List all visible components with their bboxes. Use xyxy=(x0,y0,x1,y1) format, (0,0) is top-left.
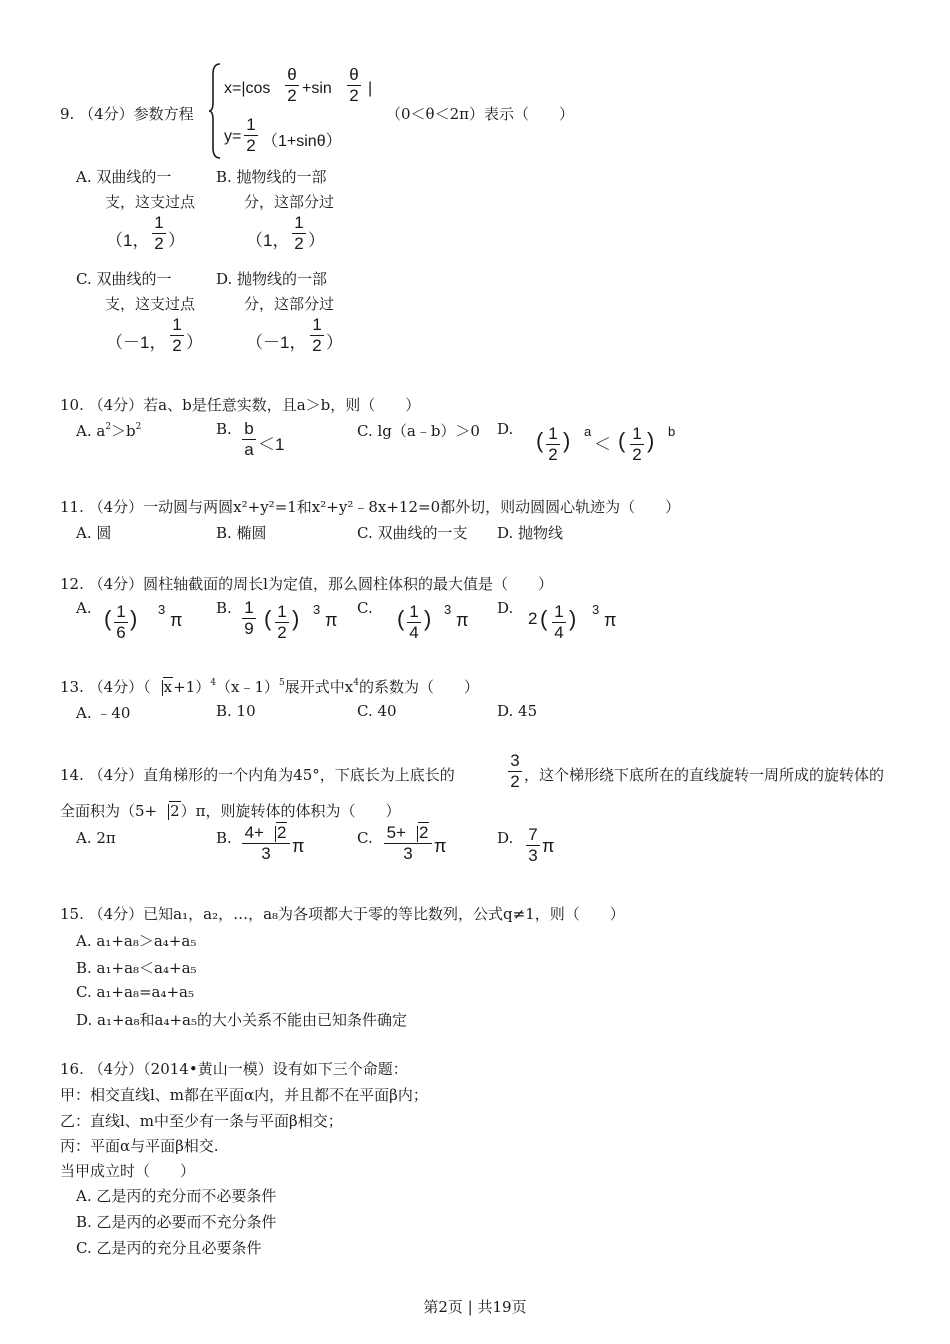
sqrt-icon: 2 xyxy=(157,802,181,820)
q14-option-c-label: C. xyxy=(357,829,373,847)
q16-stem: 16. （4分）（2014•黄山一模）设有如下三个命题： xyxy=(60,1060,408,1078)
q9-option-c-line2: 支，这支过点 xyxy=(105,295,196,313)
q9-b-point-frac: 1 2 xyxy=(292,214,306,253)
q16-option-a: A. 乙是丙的充分而不必要条件 xyxy=(76,1187,277,1205)
q9-eq2-frac: 1 2 xyxy=(244,116,258,155)
q9-option-d-line2: 分，这部分过 xyxy=(244,295,335,313)
q9-option-d-line1: D. 抛物线的一部 xyxy=(216,270,328,288)
q12-option-b-label: B. xyxy=(216,599,232,617)
q14-option-d-label: D. xyxy=(497,829,514,847)
q15-option-a: A. a₁+a₈＞a₄+a₅ xyxy=(76,932,197,950)
q12-b-frac1: 1 9 xyxy=(242,599,256,638)
q14-option-c-frac: 5+ 2 3 xyxy=(384,824,432,863)
q12-c-pi: π xyxy=(456,610,469,630)
q12-a-close: ) xyxy=(130,606,138,631)
q12-d-close: ) xyxy=(569,606,577,631)
q16-line-yi: 乙：直线l、m中至少有一条与平面β相交； xyxy=(60,1112,343,1130)
q9-c-point-open: （－1， xyxy=(106,333,167,352)
q12-b-open: ( xyxy=(264,606,272,631)
q9-c-point-frac: 1 2 xyxy=(170,316,184,355)
q9-option-a-line1: A. 双曲线的一 xyxy=(76,168,172,186)
q12-a-cube: 3 xyxy=(158,602,166,617)
q16-option-b: B. 乙是丙的必要而不充分条件 xyxy=(76,1213,277,1231)
q13-option-a: A. ﹣40 xyxy=(76,704,131,722)
q12-a-frac: 1 6 xyxy=(114,603,128,642)
q11-option-b: B. 椭圆 xyxy=(216,524,267,542)
q12-d-pi: π xyxy=(604,610,617,630)
q14-option-b-label: B. xyxy=(216,829,232,847)
q10-option-d-label: D. xyxy=(497,420,514,438)
q13-option-c: C. 40 xyxy=(357,702,397,720)
q10-option-b-label: B. xyxy=(216,420,232,438)
q14-option-a: A. 2π xyxy=(76,829,116,847)
q13-stem: 13. （4分）（ x+1）$^4$（x﹣1）$^5$展开式中$x^4$的系数为（ ） xyxy=(60,678,479,696)
q12-c-frac: 1 4 xyxy=(407,603,421,642)
q9-eq2-rest: （1+sinθ） xyxy=(262,133,342,150)
q14-stem-b: ，这个梯形绕下底所在的直线旋转一周所成的旋转体的 xyxy=(524,766,885,784)
q9-eq1-frac1: θ 2 xyxy=(285,66,299,105)
q9-b-point-open: （1， xyxy=(246,231,290,250)
q9-d-point-open: （－1， xyxy=(246,333,307,352)
q10-option-b-frac: b a xyxy=(242,420,256,459)
q15-option-c: C. a₁+a₈=a₄+a₅ xyxy=(76,983,195,1001)
q9-a-point-open: （1， xyxy=(106,231,150,250)
q15-option-b: B. a₁+a₈＜a₄+a₅ xyxy=(76,959,197,977)
sqrt-icon: 2 xyxy=(264,824,287,842)
q10-d-frac2: 1 2 xyxy=(630,425,644,464)
q12-d-open: ( xyxy=(540,606,548,631)
q10-stem: 10. （4分）若a、b是任意实数，且a＞b，则（ ） xyxy=(60,396,421,414)
q16-line-when: 当甲成立时（ ） xyxy=(60,1162,196,1180)
q14-line2: 全面积为（5+ 2）π，则旋转体的体积为（ ） xyxy=(60,802,401,820)
q12-d-coef: 2 xyxy=(528,609,538,628)
q9-eq1-frac2: θ 2 xyxy=(347,66,361,105)
q15-option-d: D. a₁+a₈和a₄+a₅的大小关系不能由已知条件确定 xyxy=(76,1011,407,1029)
q14-option-c-pi: π xyxy=(434,836,447,856)
q10-d-exp-b: b xyxy=(668,424,676,439)
q10-d-close2: ) xyxy=(647,428,655,453)
q9-eq2-lhs: y= xyxy=(224,128,242,145)
left-brace-icon xyxy=(208,62,222,160)
q12-c-cube: 3 xyxy=(444,602,452,617)
q9-option-b-line2: 分，这部分过 xyxy=(244,193,335,211)
q12-d-frac: 1 4 xyxy=(552,603,566,642)
q10-option-b-rest: ＜1 xyxy=(258,435,285,454)
q9-eq1-plus-sin: +sin xyxy=(302,80,332,97)
q9-stem-prefix: 9. （4分）参数方程 xyxy=(60,105,194,123)
q12-b-pi: π xyxy=(325,610,338,630)
q11-option-d: D. 抛物线 xyxy=(497,524,564,542)
q16-option-c: C. 乙是丙的充分且必要条件 xyxy=(76,1239,262,1257)
q12-option-c-label: C. xyxy=(357,599,373,617)
q9-a-point-frac: 1 2 xyxy=(152,214,166,253)
q14-option-d-pi: π xyxy=(542,836,555,856)
q9-option-b-line1: B. 抛物线的一部 xyxy=(216,168,327,186)
q9-d-point-close: ） xyxy=(326,333,343,352)
q12-a-pi: π xyxy=(170,610,183,630)
q16-line-jia: 甲：相交直线l、m都在平面α内，并且都不在平面β内； xyxy=(60,1086,428,1104)
q9-eq1-bar: | xyxy=(368,80,373,97)
sqrt-icon: 2 xyxy=(406,824,429,842)
q12-option-a-label: A. xyxy=(76,599,92,617)
q9-option-c-line1: C. 双曲线的一 xyxy=(76,270,172,288)
q9-d-point-frac: 1 2 xyxy=(310,316,324,355)
q14-frac: 3 2 xyxy=(508,752,522,791)
q12-d-cube: 3 xyxy=(592,602,600,617)
q12-b-close: ) xyxy=(292,606,300,631)
q11-option-c: C. 双曲线的一支 xyxy=(357,524,468,542)
q9-option-a-line2: 支，这支过点 xyxy=(105,193,196,211)
q14-option-b-frac: 4+ 2 3 xyxy=(242,824,290,863)
q9-b-point-close: ） xyxy=(308,231,325,250)
q12-c-open: ( xyxy=(397,606,405,631)
q10-d-close1: ) xyxy=(563,428,571,453)
q13-option-d: D. 45 xyxy=(497,702,538,720)
q10-d-exp-a: a xyxy=(584,424,592,439)
q12-b-cube: 3 xyxy=(313,602,321,617)
q11-stem: 11. （4分）一动圆与两圆x²+y²=1和x²+y²﹣8x+12=0都外切，则动圆圆心轨迹为（ ） xyxy=(60,498,681,516)
q15-stem: 15. （4分）已知a₁，a₂，…，a₈为各项都大于零的等比数列，公式q≠1，则（ ） xyxy=(60,905,625,923)
q11-option-a: A. 圆 xyxy=(76,524,112,542)
q12-b-frac2: 1 2 xyxy=(275,603,289,642)
q10-d-lt: ＜ xyxy=(594,435,611,454)
sqrt-icon: x xyxy=(151,678,173,696)
q10-option-c: C. lg（a﹣b）＞0 xyxy=(357,422,480,440)
q10-option-a: A. $a^2>b^2$ xyxy=(76,422,142,440)
page-footer: 第2页 | 共19页 xyxy=(423,1298,527,1316)
q10-d-frac1: 1 2 xyxy=(546,425,560,464)
q9-c-point-close: ） xyxy=(186,333,203,352)
q12-stem: 12. （4分）圆柱轴截面的周长l为定值，那么圆柱体积的最大值是（ ） xyxy=(60,575,553,593)
q12-c-close: ) xyxy=(424,606,432,631)
q9-stem-suffix: （0＜θ＜2π）表示（ ） xyxy=(386,105,574,123)
q9-a-point-close: ） xyxy=(168,231,185,250)
q10-d-open2: ( xyxy=(618,428,626,453)
q14-option-d-frac: 7 3 xyxy=(526,826,540,865)
q13-option-b: B. 10 xyxy=(216,702,256,720)
q10-d-open1: ( xyxy=(536,428,544,453)
q16-line-bing: 丙：平面α与平面β相交. xyxy=(60,1137,219,1155)
q14-option-b-pi: π xyxy=(292,836,305,856)
q12-option-d-label: D. xyxy=(497,599,514,617)
q9-eq1-lhs: x=|cos xyxy=(224,80,271,97)
q12-a-open: ( xyxy=(104,606,112,631)
q14-stem-a: 14. （4分）直角梯形的一个内角为45°，下底长为上底长的 xyxy=(60,766,455,784)
